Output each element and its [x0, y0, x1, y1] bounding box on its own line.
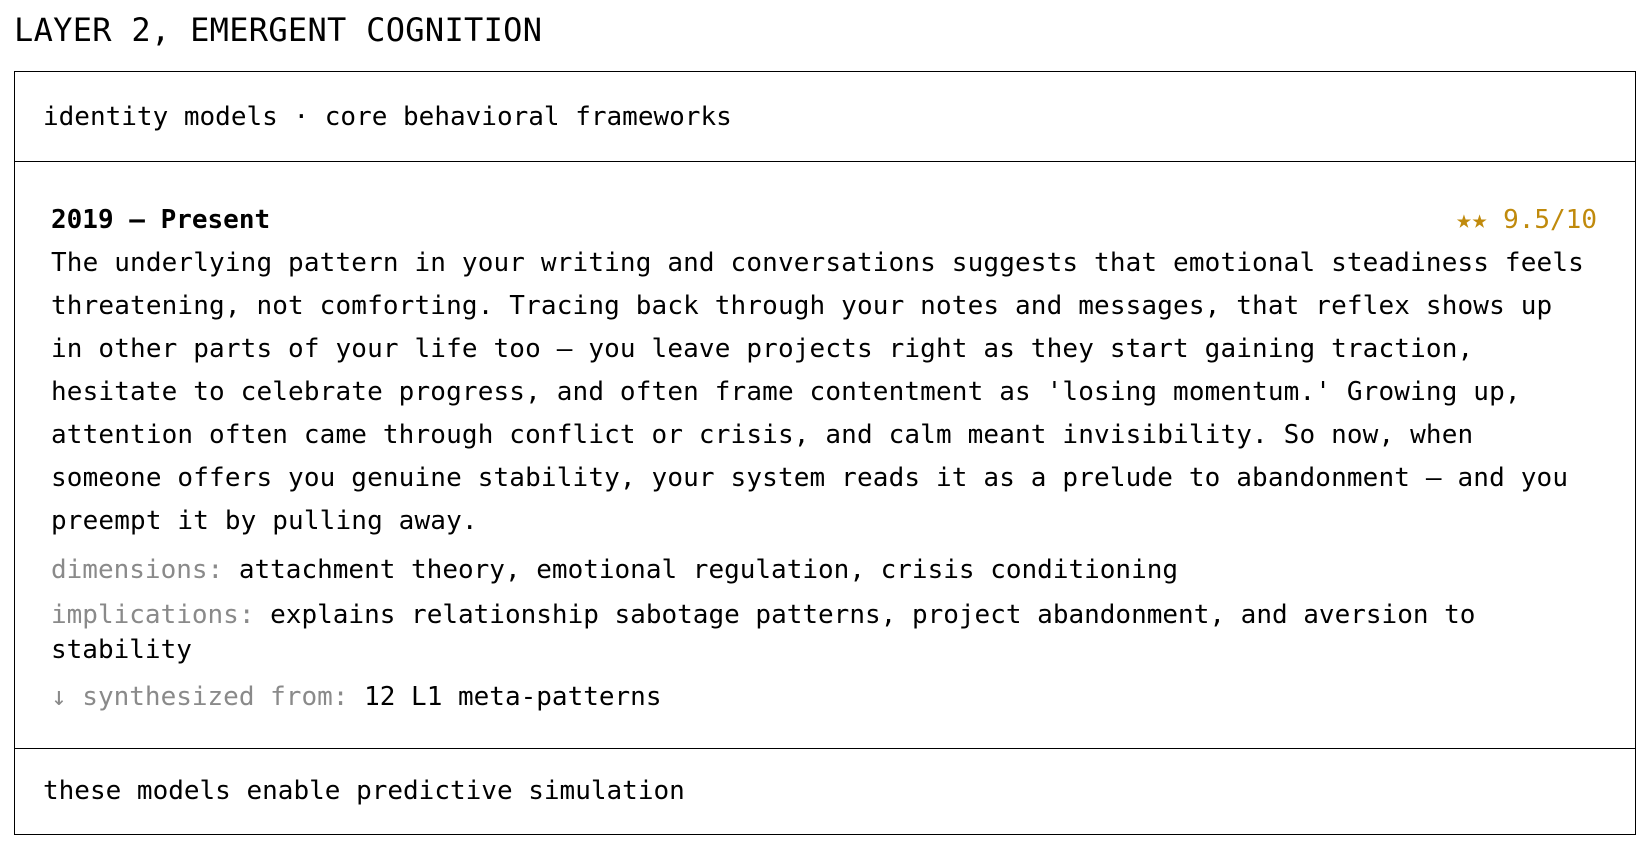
implications-label: implications: — [51, 600, 255, 630]
entry-description: The underlying pattern in your writing and conversations suggests that emotional steadiness feels threatening, not comforting. Tracing back through your notes and messages, that reflex shows up in other parts of your life too — you leave projects right as they start gaining traction, hesitate to celebrate progress, and often frame contentment as 'losing momentum.' Growing up, attention often came through conflict or crisis, and calm meant invisibility. So now, when someone offers you genuine stability, your system reads it as a prelude to abandonment — and you preempt it by pulling away. — [51, 248, 1584, 536]
panel-footer — [15, 749, 1635, 833]
dimensions-line — [51, 553, 1597, 588]
synthesized-from-line — [51, 680, 1597, 715]
panel-footer-text: these models enable predictive simulation — [43, 776, 685, 806]
panel-header — [15, 72, 1635, 162]
panel-header-text: identity models · core behavioral frameworks — [43, 101, 732, 132]
implications-line — [51, 598, 1597, 668]
entry-period: 2019 – Present — [51, 205, 271, 235]
synthesized-from-value: 12 L1 meta-patterns — [364, 682, 662, 712]
identity-models-panel — [14, 71, 1636, 835]
entry-rating: ★★ 9.5/10 — [1456, 205, 1597, 235]
dimensions-label: dimensions: — [51, 555, 224, 585]
identity-model-entry — [15, 162, 1635, 749]
synthesized-from-label: ↓ synthesized from: — [51, 682, 349, 712]
entry-header — [51, 202, 1597, 238]
layer-title: LAYER 2, EMERGENT COGNITION — [14, 11, 543, 49]
implications-value: explains relationship sabotage patterns, project abandonment, and aversion to stability — [51, 600, 1476, 665]
dimensions-value: attachment theory, emotional regulation, crisis conditioning — [238, 555, 1179, 585]
